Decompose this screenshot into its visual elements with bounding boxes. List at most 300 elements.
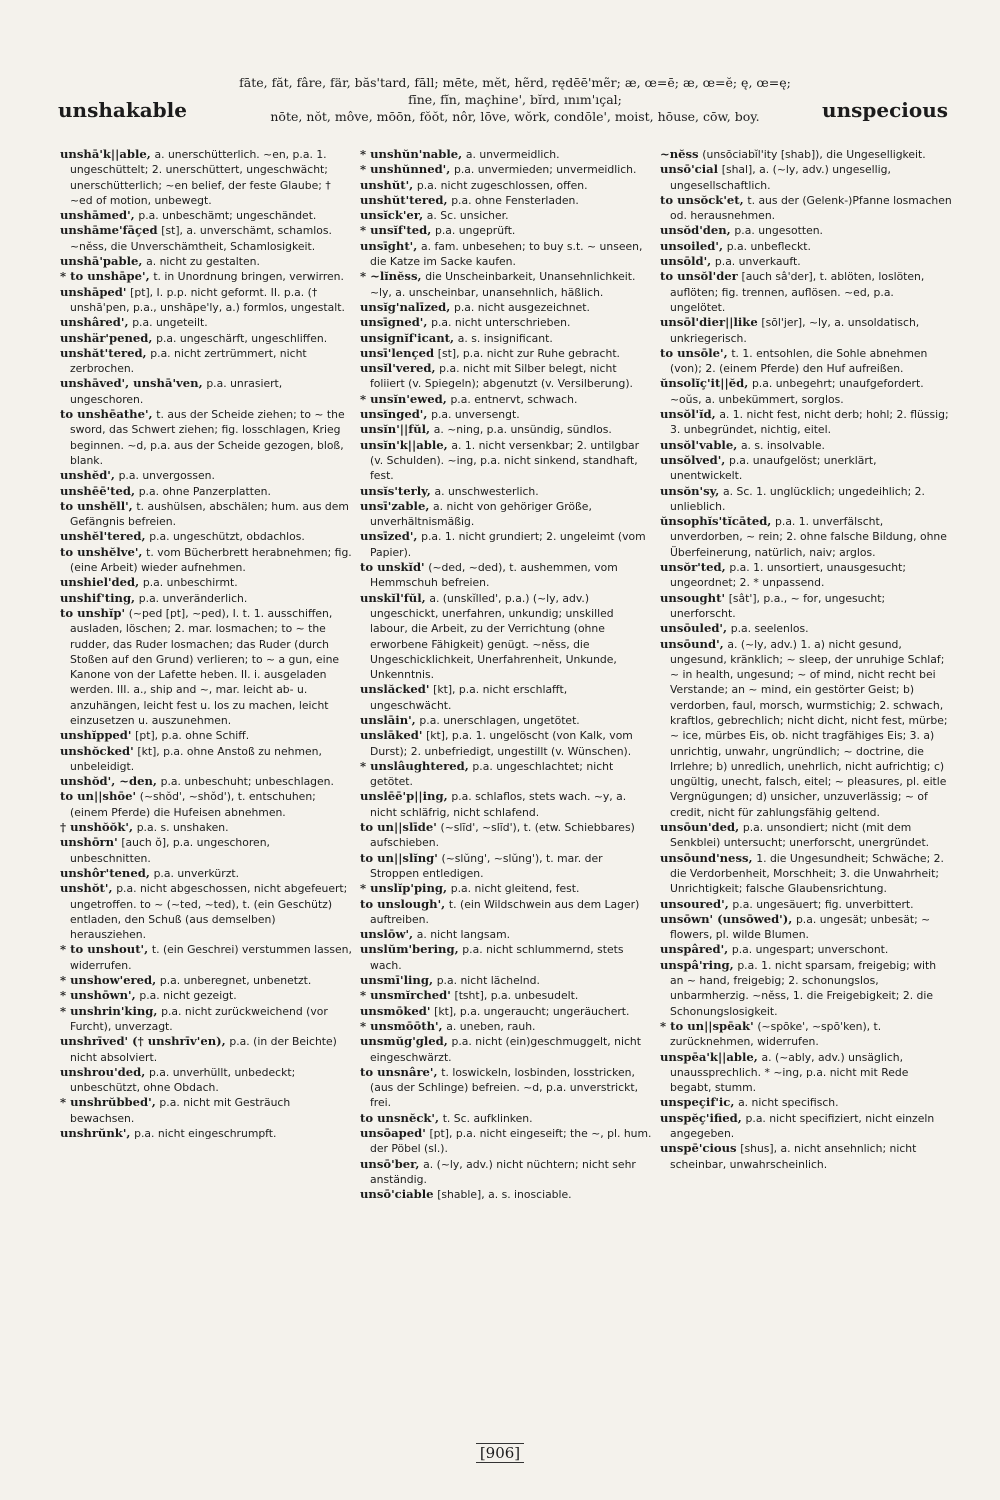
entry-definition: p.a. (in der Beichte) nicht absolviert. xyxy=(70,1035,337,1064)
entry-headword: unsĭnged', xyxy=(360,407,428,422)
dictionary-entry xyxy=(60,376,352,407)
dictionary-entry xyxy=(660,912,952,943)
dictionary-entry xyxy=(60,484,352,499)
entry-headword: unshrou'ded, xyxy=(60,1064,146,1079)
dictionary-entry xyxy=(360,591,652,683)
entry-definition: p.a. unvergossen. xyxy=(118,469,215,483)
entry-headword: to unsōle', xyxy=(660,345,728,360)
entry-definition: p.a. schlaflos, stets wach. ~y, a. nicht schläfrig, nicht schlafend. xyxy=(370,790,627,819)
entry-definition: [pt], I. p.p. nicht geformt. II. p.a. († unshā'pen, p.a., unshāpe'ly, a.) formlos, ungestalt. xyxy=(70,285,345,314)
entry-headword: unsōuled', xyxy=(660,621,728,636)
entry-definition: p.a. unbeschuht; unbeschlagen. xyxy=(160,775,334,789)
entry-definition: p.a. unaufgelöst; unerklärt, unentwickelt. xyxy=(670,453,877,483)
entry-definition: p.a. nicht mit Gesträuch bewachsen. xyxy=(70,1096,291,1125)
entry-headword: ŭnsolĭç'it||ĕd, xyxy=(660,376,749,391)
page-number-box xyxy=(0,1444,1000,1462)
dictionary-entry xyxy=(660,346,952,377)
entry-headword: unsĭs'terly, xyxy=(360,483,431,498)
entry-headword: unshiel'ded, xyxy=(60,575,140,590)
dictionary-entry xyxy=(360,1187,652,1202)
entry-definition: (unsōciabĭl'ity [shab]), die Ungeselligkeit. xyxy=(702,148,926,161)
entry-headword: unshŭt', xyxy=(360,177,414,192)
dictionary-entry xyxy=(660,591,952,622)
dictionary-entry xyxy=(360,331,652,346)
entry-definition: [kt], p.a. ungeraucht; ungeräuchert. xyxy=(434,1004,630,1018)
dictionary-entry xyxy=(660,407,952,438)
dictionary-entry xyxy=(660,897,952,912)
dictionary-entry xyxy=(660,637,952,821)
entry-headword: unslōw', xyxy=(360,927,414,942)
entry-definition: p.a. ungeprüft. xyxy=(435,224,516,238)
dictionary-entry xyxy=(60,575,352,590)
dictionary-entry xyxy=(660,958,952,1019)
entry-definition: a. unvermeidlich. xyxy=(465,148,560,161)
entry-definition: p.a. unrasiert, ungeschoren. xyxy=(70,377,283,406)
entry-definition: [shus], a. nicht ansehnlich; nicht scheinbar, unwahrscheinlich. xyxy=(670,1142,917,1171)
entry-definition: p.a. 1. nicht grundiert; 2. ungeleimt (vom Papier). xyxy=(370,530,646,559)
entry-headword: unsŏl'vable, xyxy=(660,437,738,452)
entry-headword: unshĕd', xyxy=(60,468,115,483)
dictionary-entry xyxy=(360,300,652,315)
dictionary-entry xyxy=(360,392,652,407)
dictionary-entry xyxy=(660,254,952,269)
entry-definition: (~spōke', ~spō'ken), t. zurücknehmen, widerrufen. xyxy=(670,1019,882,1049)
dictionary-entry xyxy=(360,499,652,530)
entry-definition: p.a. ungeteilt. xyxy=(132,316,208,330)
dictionary-entry xyxy=(660,942,952,957)
entry-definition: (~shŏd', ~shŏd'), t. entschuhen; (einem Pferde) die Hufeisen abnehmen. xyxy=(70,790,316,819)
entry-headword: unsoiled', xyxy=(660,238,723,253)
dictionary-entry xyxy=(360,193,652,208)
entry-headword: unsōaped' xyxy=(360,1126,426,1140)
entry-definition: p.a. nicht abgeschossen, nicht abgefeuert; ungetroffen. to ~ (~ted, ~ted), t. (ein Geschütz) entladen, den Schuß (aus demselben) herausziehen. xyxy=(70,882,348,942)
entry-headword: unspâ'ring, xyxy=(660,957,734,972)
entry-headword: unsōund'ness, xyxy=(660,850,753,865)
entry-headword: * unslâughtered, xyxy=(360,758,469,773)
entry-headword: unsō'cial xyxy=(660,162,719,177)
dictionary-entry xyxy=(360,988,652,1003)
dictionary-entry xyxy=(660,1019,952,1050)
entry-definition: p.a. nicht gleitend, fest. xyxy=(450,882,580,896)
guide-word-left: unshakable xyxy=(58,98,187,122)
dictionary-entry xyxy=(60,1004,352,1035)
dictionary-entry xyxy=(360,438,652,484)
dictionary-entry xyxy=(360,789,652,820)
entry-definition: p.a. unerschlagen, ungetötet. xyxy=(419,713,580,727)
entry-definition: p.a. nicht (ein)geschmuggelt, nicht eingeschwärzt. xyxy=(370,1035,641,1064)
entry-headword: unshĕl'tered, xyxy=(60,529,146,544)
entry-headword: to unsŏl'der xyxy=(660,269,738,284)
entry-definition: p.a. nicht zurückweichend (vor Furcht), unverzagt. xyxy=(70,1004,328,1033)
entry-headword: unshĭpped' xyxy=(60,728,132,743)
dictionary-entry xyxy=(660,851,952,897)
entry-headword: unshāved', unshā'ven, xyxy=(60,376,203,391)
dictionary-entry xyxy=(60,866,352,881)
entry-definition: (~slīd', ~slīd'), t. (etw. Schiebbares) aufschieben. xyxy=(370,821,635,850)
dictionary-entry xyxy=(60,407,352,468)
entry-headword: to unsŏck'et, xyxy=(660,192,744,207)
entry-definition: t. aus der (Gelenk-)Pfanne losmachen od. herausnehmen. xyxy=(670,193,952,223)
dictionary-entry xyxy=(60,973,352,988)
entry-headword: unsōwn' (unsōwed'), xyxy=(660,911,793,926)
entry-headword: * unsĭf'ted, xyxy=(360,223,432,238)
entry-headword: unshā'pable, xyxy=(60,254,143,269)
entry-headword: unslāin', xyxy=(360,712,416,727)
entry-headword: unslăcked' xyxy=(360,682,430,697)
entry-definition: die Unscheinbarkeit, Unansehnlichkeit. ~ly, a. unscheinbar, unansehnlich, häßlich. xyxy=(370,270,636,299)
entry-headword: * unshŭn'nable, xyxy=(360,147,463,161)
entry-headword: unspĕç'ified, xyxy=(660,1110,742,1125)
dictionary-entry xyxy=(660,162,952,193)
dictionary-entry xyxy=(60,499,352,530)
entry-headword: unsŏr'ted, xyxy=(660,560,726,575)
entry-headword: unshāmed', xyxy=(60,208,135,223)
dictionary-entry xyxy=(660,1141,952,1172)
entry-definition: [kt], p.a. nicht erschlafft, ungeschwächt. xyxy=(370,683,568,712)
entry-headword: unsmŭg'gled, xyxy=(360,1034,448,1049)
dictionary-entry xyxy=(360,208,652,223)
entry-headword: * unshow'ered, xyxy=(60,973,157,988)
entry-definition: p.a. unverkürzt. xyxy=(153,866,240,880)
entry-definition: p.a. unberegnet, unbenetzt. xyxy=(159,974,312,988)
entry-definition: p.a. 1. unverfälscht, unverdorben, ~ rein; 2. ohne falsche Bildung, ohne Überfeinerung, natürlich, naiv; arglos. xyxy=(670,515,947,559)
entry-headword: unsōun'ded, xyxy=(660,820,740,835)
dictionary-entry xyxy=(360,942,652,973)
dictionary-entry xyxy=(360,162,652,177)
dictionary-entry xyxy=(60,208,352,223)
entry-headword: unsĭck'er, xyxy=(360,208,424,223)
entry-definition: [shal], a. (~ly, adv.) ungesellig, ungesellschaftlich. xyxy=(670,163,891,192)
entry-definition: a. 1. nicht fest, nicht derb; hohl; 2. flüssig; 3. unbegründet, nichtig, eitel. xyxy=(670,408,949,437)
entry-headword: unsŏd'den, xyxy=(660,223,731,238)
dictionary-entry xyxy=(360,529,652,560)
entry-definition: [auch sâ'der], t. ablöten, loslöten, auflöten; fig. trennen, auflösen. ~ed, p.a. ungelötet. xyxy=(670,270,925,314)
dictionary-entry xyxy=(660,453,952,484)
dictionary-entry xyxy=(60,468,352,483)
dictionary-entry xyxy=(60,1065,352,1096)
dictionary-entry xyxy=(360,361,652,392)
entry-headword: unslēē'p||ing, xyxy=(360,789,448,804)
entry-definition: p.a. unbeschirmt. xyxy=(142,576,238,590)
entry-definition: a. uneben, rauh. xyxy=(446,1019,536,1033)
dictionary-entry xyxy=(660,269,952,315)
dictionary-entry xyxy=(660,1095,952,1110)
dictionary-entry xyxy=(360,1157,652,1188)
entry-headword: unshōrn' xyxy=(60,835,118,850)
dictionary-entry xyxy=(360,881,652,896)
entry-headword: * unshrŭbbed', xyxy=(60,1095,156,1110)
entry-headword: unsĭn'||fŭl, xyxy=(360,422,431,437)
dictionary-entry xyxy=(60,942,352,973)
entry-definition: p.a. unveränderlich. xyxy=(138,591,248,605)
dictionary-entry xyxy=(360,147,652,162)
entry-definition: p.a. unverkauft. xyxy=(714,255,801,269)
dictionary-entry xyxy=(60,988,352,1003)
entry-definition: a. s. insolvable. xyxy=(740,438,825,452)
entry-definition: a. nicht zu gestalten. xyxy=(146,255,260,269)
entry-definition: a. s. insignificant. xyxy=(457,331,553,345)
entry-definition: p.a. unbegehrt; unaufgefordert. ~oŭs, a. unbekümmert, sorglos. xyxy=(670,377,924,406)
entry-headword: unsoured', xyxy=(660,896,729,911)
entry-definition: [pt], p.a. nicht eingeseift; the ~, pl. hum. der Pöbel (sl.). xyxy=(370,1127,652,1156)
entry-definition: a. ~ning, p.a. unsündig, sündlos. xyxy=(433,423,612,437)
dictionary-entry xyxy=(660,223,952,238)
entry-headword: unshēē'ted, xyxy=(60,483,135,498)
pronunciation-key-line: nōte, nŏt, môve, mōōn, fŏŏt, nôr, lōve, wŏrk, condōle', moist, hōuse, cōw, boy. xyxy=(270,109,760,124)
dictionary-entry xyxy=(60,835,352,866)
entry-headword: unshär'pened, xyxy=(60,330,153,345)
entry-headword: unsōld', xyxy=(660,254,712,269)
entry-headword: to unshĭp' xyxy=(60,605,125,620)
entry-headword: unsĭn'k||able, xyxy=(360,437,448,452)
entry-definition: a. nicht von gehöriger Größe, unverhältnismäßig. xyxy=(370,499,592,529)
dictionary-entry xyxy=(60,315,352,330)
entry-definition: p.a. 1. nicht sparsam, freigebig; with an ~ hand, freigebig; 2. schonungslos, unbarmherzig. ~nĕss, 1. die Freigebigkeit; 2. die Schonungslosigkeit. xyxy=(670,958,937,1018)
dictionary-entry xyxy=(60,545,352,576)
entry-definition: a. (~ably, adv.) unsäglich, unaussprechlich. * ~ing, p.a. nicht mit Rede begabt, stumm. xyxy=(670,1050,909,1095)
entry-headword: unsignĭf'icant, xyxy=(360,330,455,345)
entry-definition: p.a. ungeschützt, obdachlos. xyxy=(149,530,305,544)
entry-headword: unshrīved' († unshrīv'en), xyxy=(60,1034,226,1049)
dictionary-entry xyxy=(60,606,352,728)
entry-headword: * unshōwn', xyxy=(60,988,136,1003)
dictionary-entry xyxy=(360,897,652,928)
entry-definition: a. nicht specifisch. xyxy=(738,1096,839,1110)
dictionary-entry xyxy=(360,682,652,713)
entry-headword: to unsnâre', xyxy=(360,1064,438,1079)
entry-definition: [shable], a. s. inosciable. xyxy=(437,1188,572,1202)
entry-definition: a. Sc. unsicher. xyxy=(426,209,509,223)
entry-definition: p.a. nicht schlummernd, stets wach. xyxy=(370,943,624,972)
entry-definition: [auch ŏ], p.a. ungeschoren, unbeschnitten. xyxy=(70,836,270,865)
entry-definition: p.a. nicht specifiziert, nicht einzeln angegeben. xyxy=(670,1111,935,1140)
dictionary-entry xyxy=(60,254,352,269)
entry-definition: p.a. s. unshaken. xyxy=(136,821,229,835)
dictionary-entry xyxy=(60,820,352,835)
page-number: [906] xyxy=(476,1443,524,1463)
entry-headword: unslāked' xyxy=(360,728,423,743)
entry-definition: p.a. seelenlos. xyxy=(730,622,809,636)
column-1 xyxy=(60,147,352,1141)
entry-headword: unsī'zable, xyxy=(360,498,430,513)
entry-definition: p.a. nicht eingeschrumpft. xyxy=(134,1127,277,1140)
dictionary-entry xyxy=(660,1050,952,1096)
entry-definition: p.a. nicht unterschrieben. xyxy=(431,316,571,330)
entry-headword: * to un||spēak' xyxy=(660,1018,754,1033)
dictionary-entry xyxy=(660,484,952,515)
column-3 xyxy=(660,147,952,1172)
entry-definition: a. (unskĭlled', p.a.) (~ly, adv.) ungeschickt, unerfahren, unkundig; unskilled labour, die Arbeit, zu der Verrichtung (ohne erworbene Fähigkeit) genügt. ~nĕss, die Ungeschicklichkeit, Unerfahrenheit, Unkunde, Unkenntnis. xyxy=(370,591,617,682)
entry-headword: * unsĭn'ewed, xyxy=(360,391,447,406)
entry-definition: a. Sc. 1. unglücklich; ungedeihlich; 2. unlieblich. xyxy=(670,484,925,513)
dictionary-entry xyxy=(660,193,952,224)
entry-definition: p.a. unbeschämt; ungeschändet. xyxy=(138,209,317,223)
entry-headword: unshā'k||able, xyxy=(60,147,151,161)
entry-headword: unsīzed', xyxy=(360,529,418,544)
entry-headword: * unsmĭrched' xyxy=(360,988,451,1003)
dictionary-entry xyxy=(360,560,652,591)
entry-headword: unsīgned', xyxy=(360,315,428,330)
entry-definition: a. (~ly, adv.) 1. a) nicht gesund, ungesund, kränklich; ~ sleep, der unruhige Schlaf; ~ in health, ungesund; ~ of mind, nicht recht bei Verstande; an ~ mind, ein gestörter Geist; b) verdorben, faul, morsch, wurmstichig; 2. schwach, kraftlos, gebrechlich; nicht dicht, nicht fest, mürbe; ~ ice, mürbes Eis, ob. nicht tragfähiges Eis; 3. a) unrichtig, unwahr, ungründlich; ~ doctrine, die Irrlehre; b) unredlich, unehrlich, nicht aufrichtig; c) ungültig, unecht, falsch, eitel; ~ pleasures, pl. eitle Vergnügungen; d) unsicher, unzuverlässig; ~ of credit, nicht für zahlungsfähig geltend. xyxy=(670,637,948,819)
entry-definition: p.a. entnervt, schwach. xyxy=(450,392,578,406)
entry-definition: (~ded, ~ded), t. aushemmen, vom Hemmschuh befreien. xyxy=(370,561,618,590)
entry-definition: t. vom Bücherbrett herabnehmen; fig. (eine Arbeit) wieder aufnehmen. xyxy=(70,545,352,575)
entry-headword: unspē'cious xyxy=(660,1141,737,1156)
entry-definition: [st], p.a. nicht zur Ruhe gebracht. xyxy=(437,346,620,360)
entry-definition: [st], a. unverschämt, schamlos. ~nĕss, die Unverschämtheit, Schamlosigkeit. xyxy=(70,224,332,253)
dictionary-entry xyxy=(360,820,652,851)
entry-definition: t. loswickeln, losbinden, losstricken, (aus der Schlinge) befreien. ~d, p.a. unverstrickt, frei. xyxy=(370,1065,639,1110)
dictionary-entry xyxy=(60,1034,352,1065)
entry-headword: unshāped' xyxy=(60,284,127,299)
page-header xyxy=(0,72,1000,132)
entry-headword: unsŏn'sy, xyxy=(660,483,720,498)
entry-definition: p.a. unverhüllt, unbedeckt; unbeschützt, ohne Obdach. xyxy=(70,1065,296,1095)
entry-headword: unsī'lençed xyxy=(360,345,435,360)
entry-definition: t. aus der Scheide ziehen; to ~ the sword, das Schwert ziehen; fig. losschlagen, Krieg beginnen. ~d, p.a. aus der Scheide gezogen, bloß, blank. xyxy=(70,408,345,467)
entry-definition: p.a. nicht gezeigt. xyxy=(139,989,237,1003)
dictionary-entry xyxy=(360,1126,652,1157)
entry-headword: unshŏt', xyxy=(60,881,113,896)
entry-headword: to un||shōe' xyxy=(60,789,137,804)
entry-headword: unsŏl'ĭd, xyxy=(660,407,716,422)
dictionary-entry xyxy=(60,744,352,775)
entry-definition: [kt], p.a. ohne Anstoß zu nehmen, unbeleidigt. xyxy=(70,744,322,773)
entry-headword: to unshĕlve', xyxy=(60,544,143,559)
entry-headword: unshŭt'tered, xyxy=(360,192,448,207)
entry-definition: t. aushülsen, abschälen; hum. aus dem Gefängnis befreien. xyxy=(70,499,349,529)
entry-headword: unshif'ting, xyxy=(60,590,136,605)
entry-definition: p.a. ungesotten. xyxy=(734,224,823,238)
entry-definition: t. Sc. aufklinken. xyxy=(442,1111,533,1125)
entry-definition: [kt], p.a. 1. ungelöscht (von Kalk, vom Durst); 2. unbefriedigt, ungestillt (v. Wünschen). xyxy=(370,729,633,758)
pronunciation-key-line: fīne, fĭn, maçhine', bĭrd, ınım'ıçal; xyxy=(408,92,622,107)
dictionary-entry xyxy=(360,1019,652,1034)
entry-headword: unskĭl'fŭl, xyxy=(360,590,426,605)
dictionary-entry xyxy=(660,820,952,851)
dictionary-entry xyxy=(360,346,652,361)
entry-headword: to unsnĕck', xyxy=(360,1110,439,1125)
entry-headword: unshôr'tened, xyxy=(60,865,150,880)
dictionary-entry xyxy=(360,407,652,422)
dictionary-entry xyxy=(360,973,652,988)
entry-headword: unsīght', xyxy=(360,238,418,253)
entry-definition: p.a. ohne Fensterladen. xyxy=(451,193,579,207)
entry-definition: a. fam. unbesehen; to buy s.t. ~ unseen, die Katze im Sacke kaufen. xyxy=(370,239,643,269)
entry-headword: unshrŭnk', xyxy=(60,1126,131,1140)
entry-definition: p.a. unversengt. xyxy=(431,408,520,422)
entry-headword: to unskĭd' xyxy=(360,560,425,575)
dictionary-entry xyxy=(60,269,352,284)
entry-headword: unshāme'fāçed xyxy=(60,223,158,238)
entry-headword: ŭnsophĭs'tĭcāted, xyxy=(660,514,772,529)
dictionary-entry xyxy=(660,315,952,346)
dictionary-entry xyxy=(660,1111,952,1142)
entry-definition: t. 1. entsohlen, die Sohle abnehmen (von); 2. (einem Pferde) den Huf aufreißen. xyxy=(670,346,928,376)
entry-headword: unsō'ciable xyxy=(360,1187,434,1202)
entry-definition: p.a. nicht lächelnd. xyxy=(436,974,540,988)
dictionary-entry xyxy=(660,621,952,636)
entry-headword: unsĭl'vered, xyxy=(360,361,436,376)
entry-headword: * ~lĭnĕss, xyxy=(360,269,422,284)
dictionary-entry xyxy=(360,484,652,499)
pronunciation-key-line: fāte, făt, fâre, fär, băs'tard, fāll; mēte, mĕt, hẽrd, rędēē'mẽr; æ, œ=ē; æ, œ=ĕ; ę, œ=ę; xyxy=(239,75,791,90)
dictionary-entry xyxy=(60,147,352,208)
dictionary-entry xyxy=(60,1126,352,1141)
entry-definition: [sōl'jer], ~ly, a. unsoldatisch, unkriegerisch. xyxy=(670,316,920,345)
entry-headword: unsōl'dier||like xyxy=(660,315,758,330)
entry-headword: unsmōked' xyxy=(360,1003,431,1018)
entry-headword: * to unshāpe', xyxy=(60,269,150,284)
entry-headword: unsŏlved', xyxy=(660,452,726,467)
column-2 xyxy=(360,147,652,1202)
guide-word-right: unspecious xyxy=(822,98,948,122)
entry-definition: p.a. ungeschärft, ungeschliffen. xyxy=(156,331,328,345)
entry-headword: unsōund', xyxy=(660,636,724,651)
dictionary-entry xyxy=(60,331,352,346)
dictionary-entry xyxy=(60,591,352,606)
entry-headword: unspâred', xyxy=(660,942,729,957)
entry-headword: to unshēathe', xyxy=(60,407,153,422)
entry-headword: to unslough', xyxy=(360,896,446,911)
entry-definition: t. in Unordnung bringen, verwirren. xyxy=(153,270,344,284)
entry-definition: [pt], p.a. ohne Schiff. xyxy=(135,729,250,743)
entry-headword: * unshŭnned', xyxy=(360,162,451,177)
entry-definition: t. (ein Geschrei) verstummen lassen, widerrufen. xyxy=(70,943,352,972)
dictionary-entry xyxy=(60,774,352,789)
dictionary-entry xyxy=(60,728,352,743)
entry-definition: t. (ein Wildschwein aus dem Lager) auftreiben. xyxy=(370,897,640,926)
dictionary-entry xyxy=(360,178,652,193)
entry-headword: unshŏcked' xyxy=(60,743,134,758)
entry-definition: p.a. ungesäuert; fig. unverbittert. xyxy=(732,897,914,911)
dictionary-entry xyxy=(660,376,952,407)
entry-definition: p.a. unsondiert; nicht (mit dem Senkblei) untersucht; unerforscht, unergründet. xyxy=(670,821,930,850)
dictionary-entry xyxy=(60,285,352,316)
entry-definition: p.a. ungeschlachtet; nicht getötet. xyxy=(370,759,614,789)
entry-definition: a. unerschütterlich. ~en, p.a. 1. ungeschüttelt; 2. unerschüttert, ungeschwächt; unerschütterlich; ~en belief, der feste Glaube; † ~ed of motion, unbewegt. xyxy=(70,148,331,207)
entry-headword: * unslĭp'ping, xyxy=(360,881,448,896)
entry-definition: p.a. nicht zertrümmert, nicht zerbrochen. xyxy=(70,346,307,376)
dictionary-entry xyxy=(360,1111,652,1126)
entry-definition: p.a. ungesät; unbesät; ~ flowers, pl. wilde Blumen. xyxy=(670,912,931,942)
dictionary-entry xyxy=(360,713,652,728)
dictionary-entry xyxy=(60,1095,352,1126)
entry-definition: a. (~ly, adv.) nicht nüchtern; nicht sehr anständig. xyxy=(370,1157,636,1186)
entry-definition: p.a. unvermieden; unvermeidlich. xyxy=(453,163,637,177)
dictionary-entry xyxy=(360,422,652,437)
entry-definition: p.a. 1. unsortiert, unausgesucht; ungeordnet; 2. * unpassend. xyxy=(670,561,906,590)
entry-definition: [sât'], p.a., ~ for, ungesucht; unerforscht. xyxy=(670,591,886,620)
entry-headword: to unshĕll', xyxy=(60,498,133,513)
dictionary-entry xyxy=(360,239,652,270)
entry-definition: p.a. nicht ausgezeichnet. xyxy=(454,300,590,314)
entry-definition: a. nicht langsam. xyxy=(416,928,511,942)
dictionary-entry xyxy=(360,728,652,759)
entry-headword: * to unshout', xyxy=(60,942,149,957)
entry-definition: a. unschwesterlich. xyxy=(434,484,539,498)
entry-definition: 1. die Ungesundheit; Schwäche; 2. die Verdorbenheit, Morschheit; 3. die Unwahrheit; Unrichtigkeit; falsche Glaubensrichtung. xyxy=(670,851,944,896)
entry-headword: unsō'ber, xyxy=(360,1156,420,1171)
entry-headword: unspeçif'ic, xyxy=(660,1095,735,1110)
dictionary-entry xyxy=(60,346,352,377)
dictionary-entry xyxy=(660,514,952,560)
entry-headword: unsĭg'nalīzed, xyxy=(360,299,451,314)
dictionary-entry xyxy=(660,438,952,453)
dictionary-entry xyxy=(660,560,952,591)
dictionary-entry xyxy=(60,529,352,544)
entry-definition: (~slŭng', ~slŭng'), t. mar. der Stroppen entledigen. xyxy=(370,851,603,880)
